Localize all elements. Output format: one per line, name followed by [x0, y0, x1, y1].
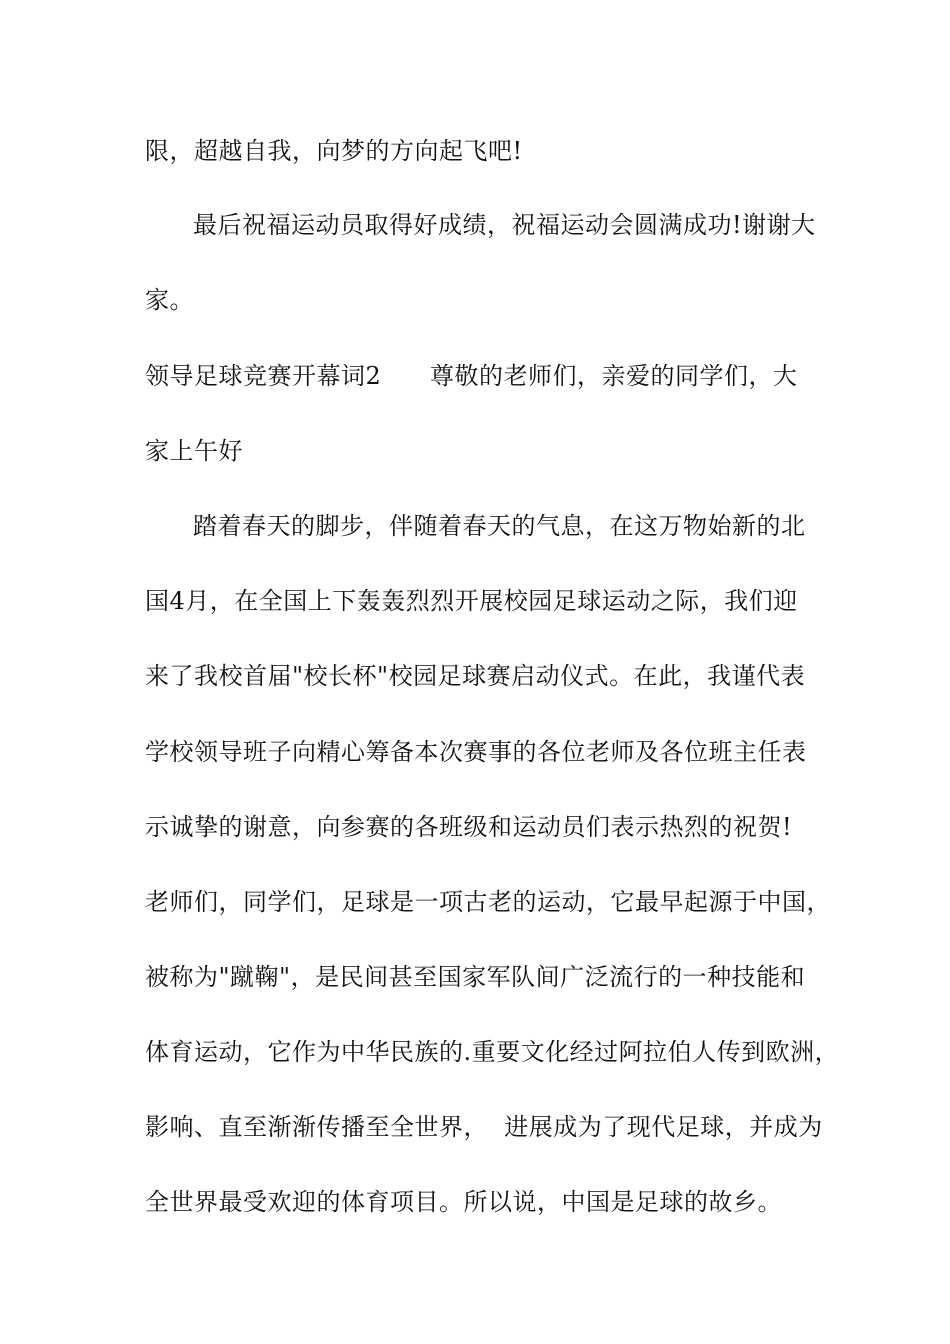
text-line: 国4月，在全国上下轰轰烈烈开展校园足球运动之际，我们迎 — [145, 587, 798, 615]
text-line: 最后祝福运动员取得好成绩，祝福运动会圆满成功!谢谢大 — [193, 211, 816, 239]
section-heading-line: 领导足球竞赛开幕词2 尊敬的老师们，亲爱的同学们，大 — [145, 362, 798, 390]
text-line: 老师们，同学们，足球是一项古老的运动，它最早起源于中国， — [145, 888, 831, 916]
text-line: 体育运动，它作为中华民族的.重要文化经过阿拉伯人传到欧洲， — [145, 1038, 840, 1066]
text-line: 家。 — [145, 286, 194, 314]
text-line: 影响、直至渐渐传播至全世界， 进展成为了现代足球，并成为 — [145, 1113, 823, 1141]
text-line: 限，超越自我，向梦的方向起飞吧! — [145, 137, 523, 165]
text-line: 全世界最受欢迎的体育项目。所以说，中国是足球的故乡。 — [145, 1188, 782, 1216]
text-line: 家上午好 — [145, 437, 243, 465]
text-line: 踏着春天的脚步，伴随着春天的气息，在这万物始新的北 — [193, 512, 806, 540]
text-line: 被称为"蹴鞠"，是民间甚至国家军队间广泛流行的一种技能和 — [145, 963, 806, 991]
text-line: 来了我校首届"校长杯"校园足球赛启动仪式。在此，我谨代表 — [145, 662, 806, 690]
text-line: 学校领导班子向精心筹备本次赛事的各位老师及各位班主任表 — [145, 738, 807, 766]
text-line: 示诚挚的谢意，向参赛的各班级和运动员们表示热烈的祝贺! — [145, 813, 793, 841]
